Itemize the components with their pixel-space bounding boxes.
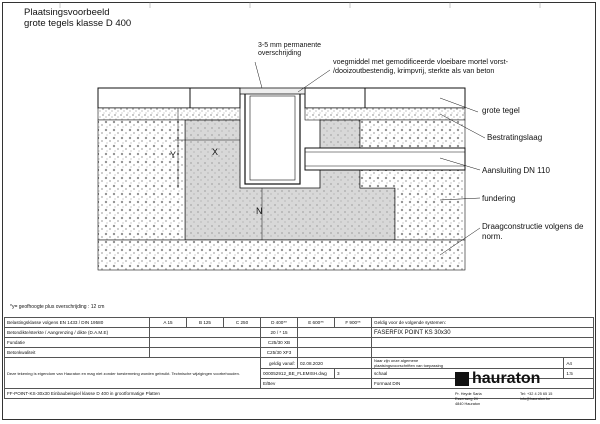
system-name: FASERFIX POINT KS 30x30: [372, 328, 594, 338]
class-b125: B 125: [187, 318, 224, 328]
class-d400: D 400**: [261, 318, 298, 328]
concrete-quality-label: Betonkwaliteit: [5, 348, 150, 358]
class-e600: E 600**: [298, 318, 335, 328]
reference-title: Naar zijn onze algemene plaatsingsvoorschriften van toepassing: [372, 358, 564, 369]
concrete-quality-value: C25/30 XF3: [261, 348, 298, 358]
hauraton-logo: [455, 370, 540, 388]
format-label: Formaat DIN: [372, 379, 594, 389]
dim-y: Y: [170, 150, 177, 160]
scale-label: schaal: [372, 369, 564, 379]
dim-x: X: [212, 147, 219, 157]
valid-systems-label: Geldig voor de volgende systemen:: [372, 318, 594, 328]
concrete-dims-value: 20 / * 15: [261, 328, 298, 338]
footnote: *y= geofhoogte plus overschrijding : 12 cm: [10, 304, 105, 310]
connection-callout: Aansluiting DN 110: [482, 166, 550, 175]
company-contact: Tel: +32 4 25 65 15 info@hauraton.be: [520, 392, 553, 401]
tile-callout: grote tegel: [482, 106, 520, 115]
foundation-callout: fundering: [482, 194, 516, 203]
valid-from-label: geldig vanaf:: [261, 358, 298, 369]
class-f900: F 900**: [335, 318, 372, 328]
valid-from-date: 02.08.2020: [298, 358, 372, 369]
subbase-callout: Draagconstructie volgens de norm.: [482, 222, 584, 241]
language-code: E/Bev: [261, 379, 372, 389]
footer-title: FF-POINT-KS-30x30 Einbaubeispiel klasse D 400 in grootformatige Platten: [5, 389, 594, 399]
foundation-label: Fundatie: [5, 338, 150, 348]
format-value: A4: [564, 358, 594, 369]
logo-mark-icon: [455, 372, 469, 386]
dim-n: N: [256, 206, 263, 216]
drawing-number: 000052912_BE_FLEMISH.dwg: [261, 369, 335, 379]
overheight-callout: 3-5 mm permanente overschrijding: [258, 42, 322, 57]
title-line-1: Plaatsingsvoorbeeld: [24, 7, 110, 18]
grout-callout: voegmiddel met gemodificeerde vloeibare mortel vorst- /dooizoutbestendig, krimpvrij, sterkte als van beton: [333, 57, 508, 75]
title-line-2: grote tegels klasse D 400: [24, 18, 132, 29]
class-c250: C 250: [224, 318, 261, 328]
scale-value: 1:5: [564, 369, 594, 379]
logo-text: hauraton: [472, 370, 541, 387]
disclaimer-text: Deze tekening is eigendom van Hauraton en mag niet zonder toestemming worden gebruikt. Technische wijzigingen voorbehouden.: [5, 358, 261, 389]
foundation-value: C25/30 XB: [261, 338, 298, 348]
load-class-label: Belastingsklasse volgens EN 1433 / DIN 19580: [5, 318, 150, 328]
company-address: Pr. Heyde Saria Essenweg 24 4840 Hauraton: [455, 392, 482, 406]
sheet-number: 3: [335, 369, 372, 379]
bedding-callout: Bestratingslaag: [487, 133, 543, 142]
class-a15: A 15: [150, 318, 187, 328]
concrete-dims-label: Betondikte/sterkte / Aangrenzing / dikte (D.A.M.E): [5, 328, 150, 338]
